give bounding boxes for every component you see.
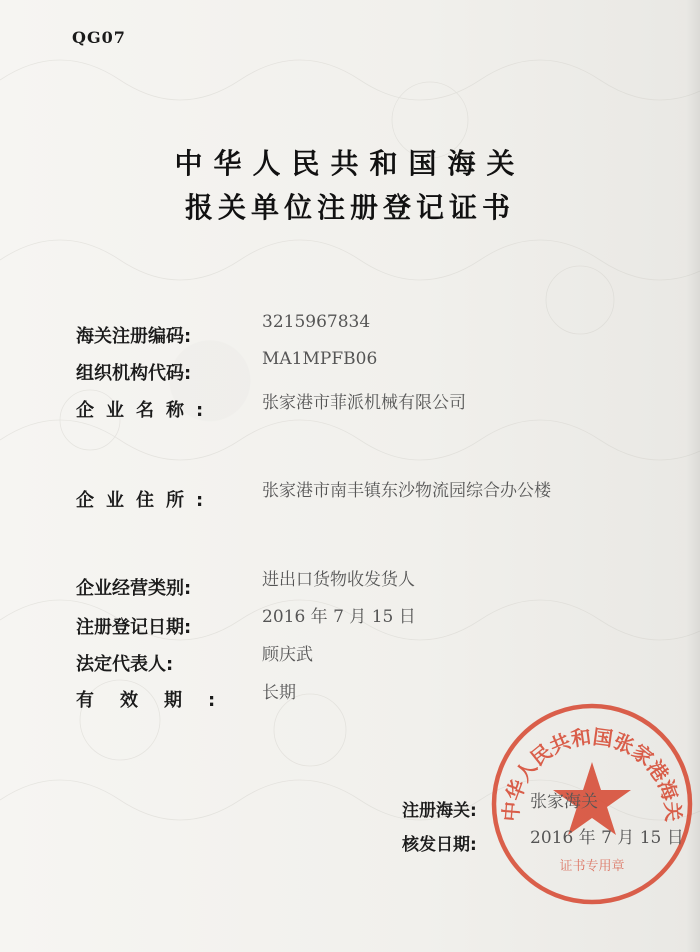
reg-date-label: 注册登记日期: (76, 617, 192, 638)
address-label: 企业住所: (76, 490, 216, 511)
issuing-customs-value: 张家海关 (530, 792, 598, 812)
reg-no-label: 海关注册编码: (76, 326, 192, 347)
legal-rep-label: 法定代表人: (76, 654, 174, 675)
reg-no-value: 3215967834 (262, 312, 371, 332)
validity-value: 长期 (262, 683, 296, 703)
legal-rep-value: 顾庆武 (262, 645, 313, 665)
title-line-1: 中华人民共和国海关 (174, 147, 526, 180)
issuing-customs-label: 注册海关: (402, 801, 477, 821)
company-name-label: 企业名称: (76, 400, 216, 421)
validity-label: 有效期: (76, 690, 242, 711)
org-code-value: MA1MPFB06 (262, 349, 378, 369)
form-code: QG07 (72, 28, 126, 47)
title-line-2: 报关单位注册登记证书 (184, 191, 515, 224)
business-type-value: 进出口货物收发货人 (262, 570, 415, 590)
seal-center-text: 证书专用章 (559, 859, 625, 874)
address-value: 张家港市南丰镇东沙物流园综合办公楼 (262, 481, 551, 501)
org-code-label: 组织机构代码: (76, 363, 192, 384)
reg-date-value: 2016 年 7 月 15 日 (262, 607, 416, 627)
seal-text: 中华人民共和国张家港海关 (498, 724, 686, 823)
company-name-value: 张家港市菲派机械有限公司 (262, 393, 466, 413)
business-type-label: 企业经营类别: (76, 578, 192, 599)
issue-date-value: 2016 年 7 月 15 日 (530, 828, 684, 848)
issue-date-label: 核发日期: (402, 835, 477, 855)
